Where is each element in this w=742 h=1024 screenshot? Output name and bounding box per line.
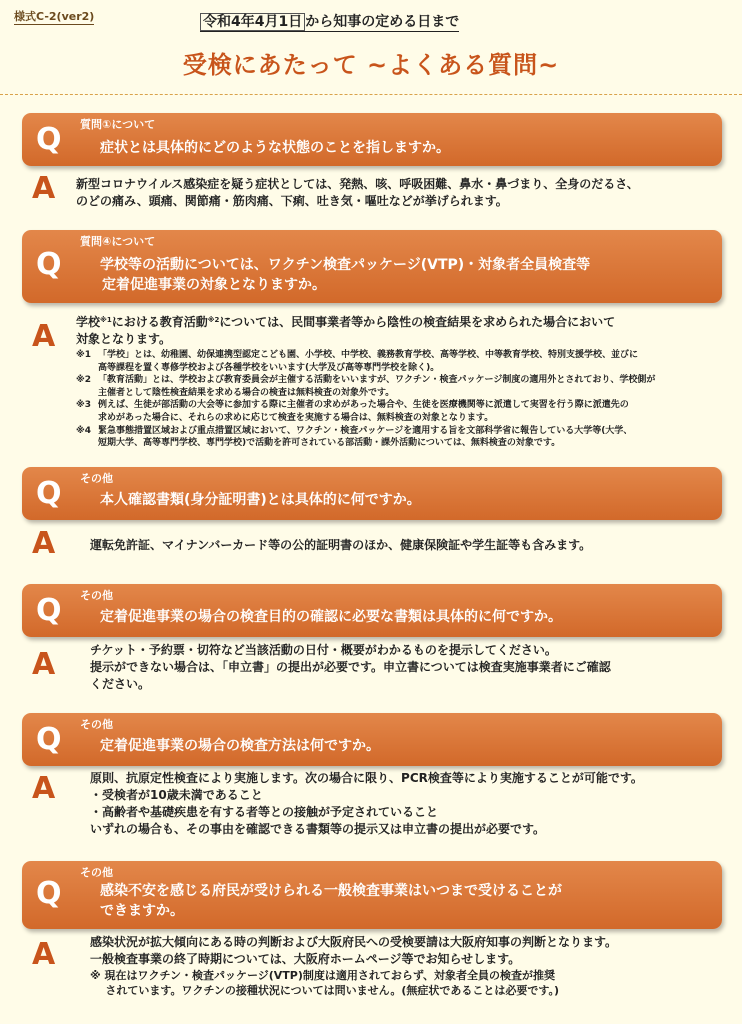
q-badge: Q [36,593,62,628]
a-badge: A [32,771,56,806]
validity-period [200,13,459,32]
q-badge: Q [36,122,62,157]
question-label: 質問④について [80,235,156,248]
question-text: 定着促進事業の場合の検査方法は何ですか。 [100,738,380,754]
answer-notes [76,349,726,450]
question-label: 質問①について [80,118,156,131]
note-item: ※3 例えば、生徒が部活動の大会等に参加する際に主催者の求めがあった場合や、生徒を医療機関等に派遣して実習を行う際に派遣先の 求めがあった場合に、それらの求めに応じて検査を実施する場合は、無料検査の対象となります。 [76,400,629,423]
question-label: その他 [80,866,113,879]
note-item: ※2 「教育活動」とは、学校および教育委員会が主催する活動をいいますが、ワクチン・検査パッケージ制度の適用外とされており、学校側が 主催者として陰性検査結果を求める場合の検査は無料検査の対象外です。 [76,375,656,398]
question-label: その他 [80,589,113,602]
question-text: 本人確認書類(身分証明書)とは具体的に何ですか。 [100,492,421,508]
form-code: 様式C-2(ver2) [14,10,95,23]
question-card-3 [22,467,722,520]
period-start: 令和4年4月1日 [200,13,305,31]
note-item: ※4 緊急事態措置区域および重点措置区域において、ワクチン・検査パッケージを適用する旨を文部科学省に報告している大学等(大学、 短期大学、高等専門学校、専門学校)で活動を許可されている部活動・課外活動については、無料検査の対象です。 [76,425,633,449]
question-card-1 [22,113,722,166]
a-badge: A [32,171,56,206]
answer-text-6: 感染状況が拡大傾向にある時の判断および大阪府民への受検要請は大阪府知事の判断となります。 一般検査事業の終了時期については、大阪府ホームページ等でお知らせします。 ※ 現在はワクチン・検査パッケージ(VTP)制度は適用されておらず、対象者全員の検査が推奨 されています。ワクチンの接種状況については問いません。(無症状であることは必要です。) [90,935,618,997]
question-text: 症状とは具体的にどのような状態のことを指しますか。 [100,140,450,156]
question-card-6 [22,861,722,929]
q-badge: Q [36,476,62,511]
period-rest: から知事の定める日まで [305,14,460,30]
question-text: 学校等の活動については、ワクチン検査パッケージ(VTP)・対象者全員検査等 定着促進事業の対象となりますか。 [100,257,591,293]
question-text: 定着促進事業の場合の検査目的の確認に必要な書類は具体的に何ですか。 [100,609,562,625]
a-badge: A [32,937,56,972]
q-badge: Q [36,722,62,757]
question-card-5 [22,713,722,766]
question-label: その他 [80,472,113,485]
answer-text-5: 原則、抗原定性検査により実施します。次の場合に限り、PCR検査等により実施することが可能です。 ・受検者が10歳未満であること ・高齢者や基礎疾患を有する者等との接触が予定されていること いずれの場合も、その事由を確認できる書類等の提示又は申立書の提出が必要です。 [90,771,643,836]
q-badge: Q [36,247,62,282]
a-badge: A [32,647,56,682]
a-badge: A [32,526,56,561]
page-title: 受検にあたって ~よくある質問~ [182,51,560,79]
q-badge: Q [36,876,62,911]
question-card-2 [22,230,722,303]
question-card-4 [22,584,722,637]
note-item: ※1 「学校」とは、幼稚園、幼保連携型認定こども園、小学校、中学校、義務教育学校、高等学校、中等教育学校、特別支援学校、並びに 高等課程を置く専修学校および各種学校をいいます(大学及び高等専門学校を除く)。 [76,350,639,373]
answer-text-4: チケット・予約票・切符など当該活動の日付・概要がわかるものを提示してください。 提示ができない場合は、「申立書」の提出が必要です。申立書については検査実施事業者にご確認 ください。 [90,643,611,691]
question-text: 感染不安を感じる府民が受けられる一般検査事業はいつまで受けることが できますか。 [100,883,562,919]
answer-text-1: 新型コロナウイルス感染症を疑う症状としては、発熱、咳、呼吸困難、鼻水・鼻づまり、全身のだるさ、 のどの痛み、頭痛、関節痛・筋肉痛、下痢、吐き気・嘔吐などが挙げられます。 [76,177,639,208]
a-badge: A [32,319,56,354]
answer-text-2: 学校$^{※1}$における教育活動$^{※2}$については、民間事業者等から陰性の検査結果を求められた場合において 対象となります。 ※1 「学校」とは、幼稚園、幼保連携型認定こども園、小学校、中学校、義務教育学校、高等学校、中等教育学校、特別支援学校、並びに 高等課程を置く専修学校および各種学校をいいます(大学及び高等専門学校を除く)。 ※2 「教育活動」とは、学校および教育委員会が主催する活動をいいますが、ワクチン・検査パッケージ制度の適用外とされており、学校側が 主催者として陰性検査結果を求める場合の検査は無料検査の対象外です。 ※3 例えば、生徒が部活動の大会等に参加する際に主催者の求めがあった場合や、生徒を医療機関等に派遣して実習を行う際に派遣先の 求めがあった場合に、それらの求めに応じて検査を実施する場合は、無料検査の対象となります。 ※4 緊急事態措置区域および重点措置区域において、ワクチン・検査パッケージを適用する旨を文部科学省に報告している大学等(大学、 短期大学、高等専門学校、専門学校)で活動を許可されている部活動・課外活動については、無料検査の対象です。 [76,314,726,450]
header-divider [0,94,742,95]
question-label: その他 [80,718,113,731]
answer-text-3: 運転免許証、マイナンバーカード等の公的証明書のほか、健康保険証や学生証等も含みます。 [90,538,592,552]
